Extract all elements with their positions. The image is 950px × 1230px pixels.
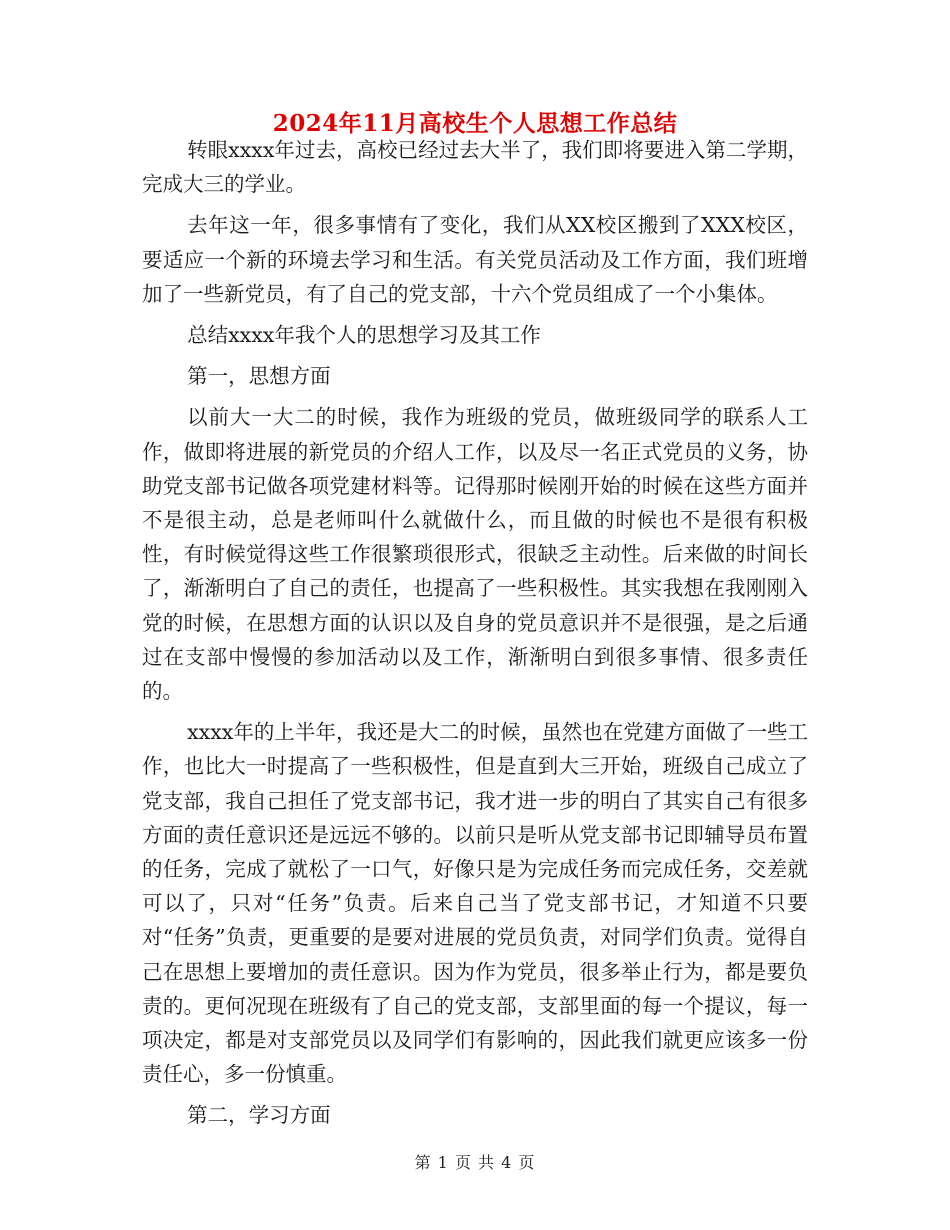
page-number-label: 第 1 页 共 4 页: [414, 1153, 536, 1172]
paragraph-last-year: 去年这一年，很多事情有了变化，我们从XX校区搬到了XXX校区，要适应一个新的环境去学习和生活。有关党员活动及工作方面，我们班增加了一些新党员，有了自己的党支部，十六个党员组成了一个小集体。: [142, 213, 808, 306]
paragraph-intro: 转眼xxxx年过去，高校已经过去大半了，我们即将要进入第二学期，完成大三的学业。: [142, 138, 808, 197]
page-footer: [0, 1150, 950, 1173]
document-title: 2024年11月高校生个人思想工作总结: [272, 110, 678, 137]
document-body: [142, 133, 808, 1140]
section-heading-thought: 第一，思想方面: [187, 364, 331, 389]
paragraph-thought: 以前大一大二的时候，我作为班级的党员，做班级同学的联系人工作，做即将进展的新党员的介绍人工作，以及尽一名正式党员的义务，协助党支部书记做各项党建材料等。记得那时候刚开始的时候在这些方面并不是很主动，总是老师叫什么就做什么，而且做的时候也不是很有积极性，有时候觉得这些工作很繁琐很形式，很缺乏主动性。后来做的时间长了，渐渐明白了自己的责任，也提高了一些积极性。其实我想在我刚刚入党的时候，在思想方面的认识以及自身的党员意识并不是很强，是之后通过在支部中慢慢的参加活动以及工作，渐渐明白到很多事情、很多责任的。: [142, 405, 808, 704]
paragraph-summary-heading: 总结xxxx年我个人的思想学习及其工作: [187, 323, 541, 348]
paragraph-first-half: xxxx年的上半年，我还是大二的时候，虽然也在党建方面做了一些工作，也比大一时提高了一些积极性，但是直到大三开始，班级自己成立了党支部，我自己担任了党支部书记，我才进一步的明白了其实自己有很多方面的责任意识还是远远不够的。以前只是听从党支部书记即辅导员布置的任务，完成了就松了一口气，好像只是为完成任务而完成任务，交差就可以了，只对“任务”负责。后来自己当了党支部书记，才知道不只要对“任务”负责，更重要的是要对进展的党员负责，对同学们负责。觉得自己在思想上要增加的责任意识。因为作为党员，很多举止行为，都是要负责的。更何况现在班级有了自己的党支部，支部里面的每一个提议，每一项决定，都是对支部党员以及同学们有影响的，因此我们就更应该多一份责任心，多一份慎重。: [142, 720, 808, 1087]
section-heading-study: 第二，学习方面: [187, 1103, 331, 1128]
